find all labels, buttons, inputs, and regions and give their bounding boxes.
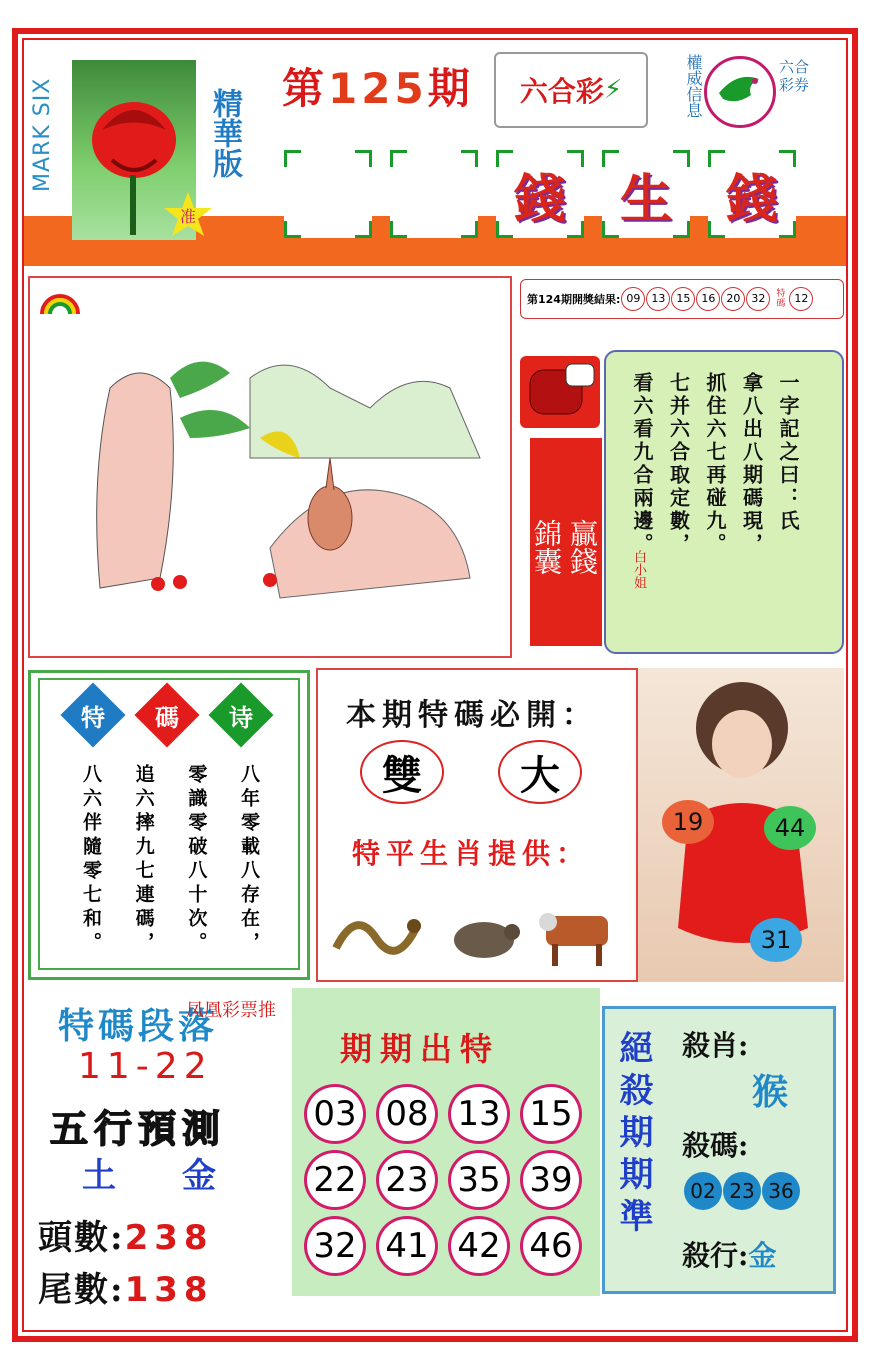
- kill-element-value: 金: [748, 1239, 777, 1272]
- special-must-title: 本期特碼必開：: [346, 698, 598, 733]
- authority-label: 權威信息: [684, 54, 703, 118]
- head-number-row: [38, 1210, 214, 1259]
- option-oval-2: [498, 740, 582, 804]
- picture-panel: [28, 276, 512, 658]
- tail-label: 尾數:: [38, 1270, 125, 1310]
- title-box-1: [284, 150, 372, 238]
- rat-icon: [454, 922, 520, 958]
- scroll-line: 看六看九合兩邊。: [630, 372, 654, 556]
- kill-zodiac-label: 殺肖:: [682, 1029, 749, 1062]
- title-char-2: [390, 150, 478, 238]
- title-box-4: [602, 150, 690, 238]
- poem-badge-1: [60, 682, 125, 747]
- poem-line: 八六伴隨零七和。: [80, 764, 102, 956]
- kill-element-row: [682, 1234, 776, 1274]
- qiqi-ball: 23: [376, 1150, 438, 1210]
- scroll-author: 白小姐: [631, 550, 646, 589]
- issue-suffix: 期: [427, 64, 474, 113]
- qiqi-ball: 35: [448, 1150, 510, 1210]
- head-label: 頭數:: [38, 1218, 125, 1258]
- kill-code-ball: 36: [762, 1172, 800, 1210]
- issue-number: 125: [328, 64, 428, 113]
- lightning-icon: ⚡: [603, 75, 623, 105]
- qiqi-number-grid: [304, 1084, 594, 1276]
- poem-badge-3: [208, 682, 273, 747]
- banner-right: 贏錢: [566, 438, 602, 646]
- result-ball: 13: [646, 287, 670, 311]
- option-text: 大: [520, 751, 560, 799]
- segment-range: 11-22: [78, 1046, 213, 1087]
- head-value: 238: [124, 1218, 214, 1258]
- special-ball: 12: [789, 287, 813, 311]
- poem-badge-text: 碼: [155, 702, 179, 732]
- title-char-4: 生: [619, 168, 672, 230]
- star-badge: [160, 190, 216, 240]
- option-oval-1: [360, 740, 444, 804]
- qiqi-ball: 32: [304, 1216, 366, 1276]
- kill-code-ball: 02: [684, 1172, 722, 1210]
- last-result-bar: [520, 279, 844, 319]
- poem-line: 追六摔九七連碼，: [132, 764, 155, 956]
- qiqi-ball: 41: [376, 1216, 438, 1276]
- kill-element-label: 殺行:: [682, 1239, 749, 1272]
- banner-left: 錦囊: [530, 438, 566, 646]
- title-char-5: 錢: [725, 168, 778, 230]
- provide-title: 特平生肖提供：: [352, 837, 591, 870]
- number-ball-2: 44: [764, 806, 816, 850]
- result-ball: 32: [746, 287, 770, 311]
- ox-icon: [539, 913, 608, 966]
- poem-text: [80, 764, 260, 964]
- issue-prefix: 第: [282, 64, 329, 113]
- result-ball: 16: [696, 287, 720, 311]
- qiqi-ball: 13: [448, 1084, 510, 1144]
- title-char-3: 錢: [513, 168, 566, 230]
- issue-title: [282, 56, 474, 116]
- qiqi-ball: 15: [520, 1084, 582, 1144]
- kill-code-label: 殺碼:: [682, 1129, 749, 1162]
- wuxing-value: 金: [182, 1156, 216, 1196]
- title-box-2: [390, 150, 478, 238]
- qiqi-ball: 03: [304, 1084, 366, 1144]
- scroll-line: 抓住六七再碰九。: [703, 372, 727, 556]
- poem-line: 零識零破八十次。: [185, 764, 208, 956]
- tail-value: 138: [124, 1270, 214, 1310]
- zodiac-animals: [326, 888, 626, 974]
- wuxing-values: [82, 1148, 216, 1197]
- ad-text: 凤凰彩票推: [186, 1000, 276, 1021]
- poem-badge-2: [134, 682, 199, 747]
- brand-logo: [494, 52, 648, 128]
- kill-code-ball: 23: [723, 1172, 761, 1210]
- wuxing-value: 土: [82, 1156, 116, 1196]
- poem-badge-text: 诗: [229, 702, 253, 732]
- qiqi-title: 期期出特: [340, 1030, 501, 1068]
- qiqi-ball: 39: [520, 1150, 582, 1210]
- number-ball-3: 31: [750, 918, 802, 962]
- qiqi-ball: 08: [376, 1084, 438, 1144]
- title-box-5: [708, 150, 796, 238]
- poem-line: 八年零載八存在，: [237, 764, 260, 956]
- dove-logo-icon: [704, 56, 776, 128]
- result-ball: 20: [721, 287, 745, 311]
- rainbow-logo-icon: [42, 296, 78, 314]
- result-ball: 09: [621, 287, 645, 311]
- number-ball-1: 19: [662, 800, 714, 844]
- kill-zodiac-value: 猴: [752, 1071, 789, 1113]
- scroll-line: 七并六合取定數，: [666, 372, 691, 556]
- scroll-line: 一字記之曰：氏: [776, 372, 800, 533]
- wuxing-title: 五行預測: [50, 1106, 227, 1151]
- landscape-rabbit-illustration: [30, 278, 510, 656]
- special-label: 特碼: [776, 289, 786, 309]
- last-result-label: 第124期開獎結果:: [527, 293, 621, 306]
- edition-label: 精華版: [207, 88, 242, 178]
- star-label: 准: [179, 207, 197, 226]
- title-box-3: [496, 150, 584, 238]
- option-text: 雙: [382, 751, 422, 799]
- kill-code-balls: [684, 1172, 801, 1210]
- dragon-icon: [336, 919, 421, 951]
- qiqi-ball: 42: [448, 1216, 510, 1276]
- scroll-line: 拿八出八期碼現，: [739, 372, 764, 556]
- poem-badge-text: 特: [81, 702, 105, 732]
- qiqi-ball: 22: [304, 1150, 366, 1210]
- title-char-1: [284, 150, 372, 238]
- kill-side-title: 絕殺期期準: [613, 1030, 653, 1240]
- qiqi-ball: 46: [520, 1216, 582, 1276]
- mark-six-label: MARK SIX: [30, 77, 55, 193]
- result-ball: 15: [671, 287, 695, 311]
- brand-text: 六合彩: [519, 75, 604, 108]
- boxing-glove-icon: [520, 356, 600, 428]
- hint-scroll-text: [630, 372, 800, 602]
- tail-number-row: [38, 1262, 214, 1311]
- lottery-label: 六合彩券: [778, 58, 809, 94]
- segment-title: 特碼段落: [58, 1006, 219, 1047]
